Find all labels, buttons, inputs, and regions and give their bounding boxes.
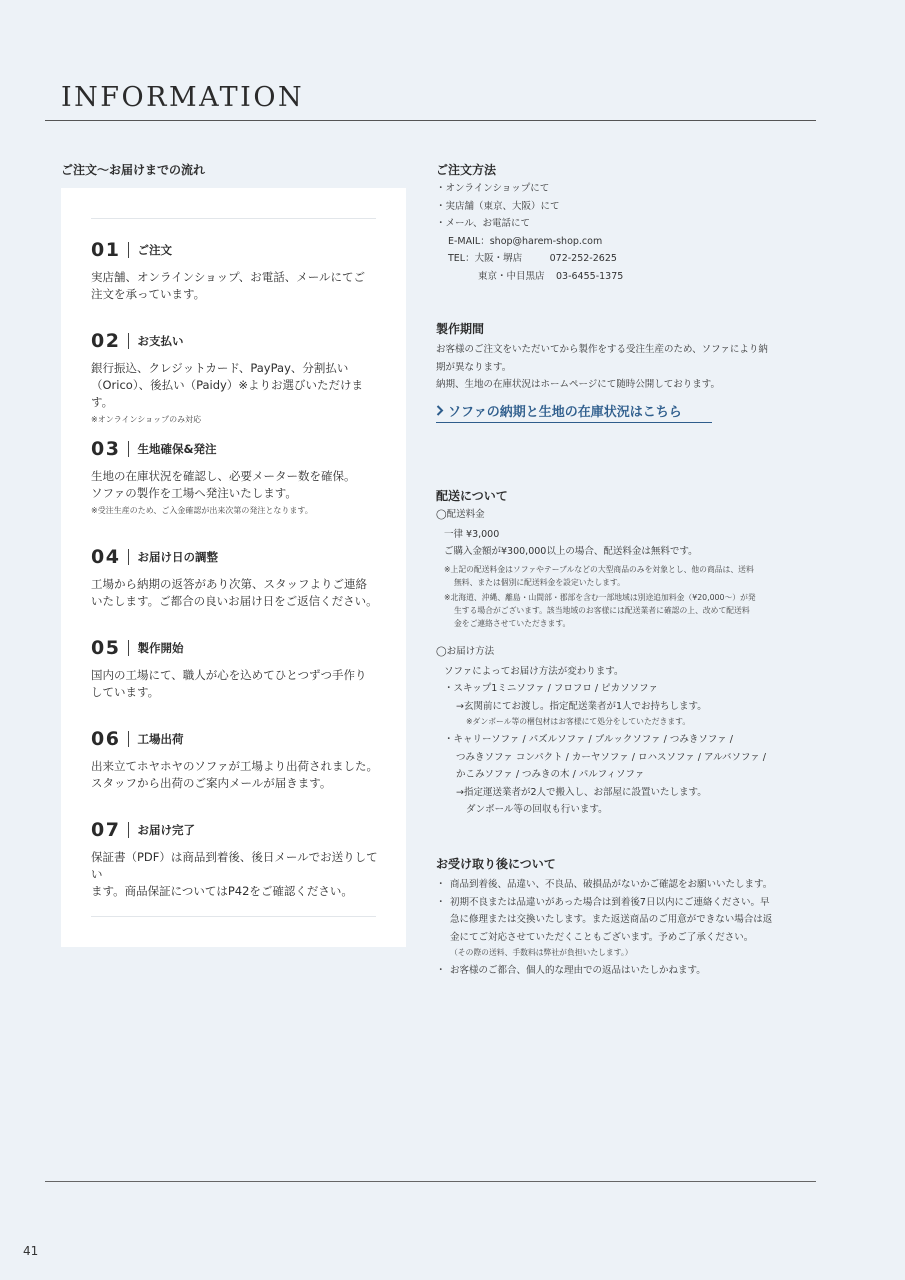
production-text <box>436 341 768 394</box>
delivery-status-link[interactable] <box>436 401 712 423</box>
step-title: 工場出荷 <box>137 732 184 746</box>
step-number: 07 <box>91 819 121 841</box>
step-description <box>91 269 383 303</box>
after-receipt-line: 商品到着後、品違い、不良品、破損品がないかご確認をお願いいたします。 <box>450 879 773 890</box>
delivery-group: つみきソファ コンパクト / カーヤソファ / ロハスソファ / アルバソファ / <box>456 751 766 763</box>
page-title: INFORMATION <box>61 82 305 113</box>
step-number: 06 <box>91 728 121 750</box>
flow-step-01 <box>91 238 383 303</box>
footer-divider <box>45 1181 816 1182</box>
step-description-line: 国内の工場にて、職人が心を込めてひとつずつ手作り <box>91 668 367 682</box>
production-line: 納期、生地の在庫状況はホームページにて随時公開しております。 <box>436 379 721 390</box>
order-method-item: ・オンラインショップにて <box>436 183 550 194</box>
step-title: お届け日の調整 <box>137 550 218 564</box>
step-title: ご注文 <box>137 243 172 257</box>
step-description-line: いたします。ご都合の良いお届け日をご返信ください。 <box>91 594 378 608</box>
step-note: ※オンラインショップのみ対応 <box>91 415 202 424</box>
order-method-list <box>436 180 623 285</box>
flow-heading: ご注文〜お届けまでの流れ <box>61 163 206 177</box>
step-description <box>91 667 383 701</box>
delivery-method-section <box>436 643 766 819</box>
step-note: ※受注生産のため、ご入金確認が出来次第の発注となります。 <box>91 506 313 515</box>
flow-step-06 <box>91 727 383 792</box>
delivery-group-arrow: ダンボール等の回収も行います。 <box>466 804 608 815</box>
delivery-group-note: ※ダンボール等の梱包材はお客様にて処分をしていただきます。 <box>466 717 691 726</box>
order-method-title: ご注文方法 <box>436 163 497 177</box>
step-separator <box>128 731 129 747</box>
shipping-fee-heading: ◯配送料金 <box>436 509 485 520</box>
order-tel-row <box>436 250 623 268</box>
delivery-group: ・キャリーソファ / パズルソファ / ブルックソファ / つみきソファ / <box>444 734 733 745</box>
step-description-line: 実店舗、オンラインショップ、お電話、メールにてご <box>91 270 365 284</box>
step-number: 02 <box>91 330 121 352</box>
delivery-group: ・スキップ1ミニソファ / フロフロ / ピカソソファ <box>444 683 658 694</box>
step-number: 01 <box>91 239 121 261</box>
delivery-group: かこみソファ / つみきの木 / パルフィソファ <box>456 769 645 780</box>
step-separator <box>128 549 129 565</box>
step-number: 04 <box>91 546 121 568</box>
step-number: 03 <box>91 438 121 460</box>
order-tel-row <box>436 268 623 286</box>
production-title: 製作期間 <box>436 322 485 336</box>
after-receipt-item: ・ 商品到着後、品違い、不良品、破損品がないかご確認をお願いいたします。 <box>436 876 808 894</box>
step-description-line: 出来立てホヤホヤのソファが工場より出荷されました。 <box>91 759 379 773</box>
shipping-fee-line: ご購入金額が¥300,000以上の場合、配送料金は無料です。 <box>444 546 698 557</box>
page-number: 41 <box>23 1244 39 1258</box>
after-receipt-note: （その際の送料、手数料は弊社が負担いたします。） <box>450 948 633 957</box>
after-receipt-line: 金にてご対応させていただくこともございます。予めご了承ください。 <box>450 931 754 943</box>
step-description-line: しています。 <box>91 685 160 699</box>
production-line: 期が異なります。 <box>436 361 512 373</box>
note-line: 無料、または個別に配送料金を設定いたします。 <box>454 577 625 587</box>
flow-step-03 <box>91 437 383 517</box>
step-description <box>91 849 383 900</box>
tel-store: 大阪・堺店 <box>474 253 523 264</box>
note-line: ※北海道、沖縄、離島・山間部・郡部を含む一部地域は別途追加料金（¥20,000〜）が発 <box>444 592 756 602</box>
step-title: お支払い <box>137 334 184 348</box>
delivery-method-heading: ◯お届け方法 <box>436 646 495 657</box>
production-line: お客様のご注文をいただいてから製作をする受注生産のため、ソファにより納 <box>436 344 768 355</box>
shipping-title: 配送について <box>436 489 508 503</box>
order-method-item: ・メール、お電話にて <box>436 218 531 229</box>
step-description-line: スタッフから出荷のご案内メールが届きます。 <box>91 776 332 790</box>
tel-store: 東京・中目黒店 <box>478 270 545 282</box>
shipping-fee-note <box>436 591 756 630</box>
step-title: 生地確保&発注 <box>137 442 217 456</box>
step-separator <box>128 640 129 656</box>
step-description-line: （Orico）、後払い（Paidy）※よりお選びいただけます。 <box>91 378 363 409</box>
tel-number: 03-6455-1375 <box>556 270 624 282</box>
step-description-line: 生地の在庫状況を確認し、必要メーター数を確保。 <box>91 469 356 483</box>
note-line: 生する場合がございます。該当地域のお客様には配送業者に確認の上、改めて配送料 <box>454 605 750 615</box>
delivery-status-link-label: ソファの納期と生地の在庫状況はこちら <box>448 405 682 420</box>
flow-step-05 <box>91 636 383 701</box>
flow-steps-panel <box>61 188 406 947</box>
delivery-group-arrow: →指定運送業者が2人で搬入し、お部屋に設置いたします。 <box>456 786 707 798</box>
after-receipt-item: ・ 初期不良または品違いがあった場合は到着後7日以内にご連絡ください。早 急に修理または交換いたします。また返送商品のご用意ができない場合は返 金にてご対応させていただくこともございます。予めご了承ください。 （その際の送料、手数料は弊社が負担いたします。） <box>436 894 808 961</box>
step-description-line: 注文を承っています。 <box>91 287 206 301</box>
step-description-line: 保証書（PDF）は商品到着後、後日メールでお送りしてい <box>91 850 378 881</box>
after-receipt-line: 急に修理または交換いたします。また返送商品のご用意ができない場合は返 <box>450 914 773 925</box>
step-title: お届け完了 <box>137 823 195 837</box>
step-description <box>91 360 383 411</box>
flow-step-07 <box>91 818 383 900</box>
step-description-line: 銀行振込、クレジットカード、PayPay、分割払い <box>91 361 349 375</box>
chevron-right-icon <box>436 405 444 420</box>
note-line: 金をご連絡させていただきます。 <box>454 618 571 628</box>
after-receipt-item: ・ お客様のご都合、個人的な理由での返品はいたしかねます。 <box>436 962 808 980</box>
shipping-fee-section <box>436 506 756 630</box>
delivery-group-arrow: →玄関前にてお渡し。指定配送業者が1人でお持ちします。 <box>456 700 707 712</box>
order-email: E-MAIL：shop@harem-shop.com <box>448 235 603 247</box>
step-description-line: ソファの製作を工場へ発注いたします。 <box>91 486 297 500</box>
panel-divider-top <box>91 218 376 219</box>
tel-label: TEL： <box>448 253 475 264</box>
after-receipt-line: お客様のご都合、個人的な理由での返品はいたしかねます。 <box>450 965 706 976</box>
step-description <box>91 576 383 610</box>
after-receipt-list <box>436 876 808 980</box>
step-separator <box>128 441 129 457</box>
step-description-line: ます。商品保証についてはP42をご確認ください。 <box>91 884 353 898</box>
shipping-fee-line: 一律 ¥3,000 <box>444 528 500 540</box>
delivery-method-intro: ソファによってお届け方法が変わります。 <box>444 665 624 677</box>
flow-step-02 <box>91 329 383 426</box>
step-separator <box>128 822 129 838</box>
step-title: 製作開始 <box>137 641 184 655</box>
flow-step-04 <box>91 545 383 610</box>
shipping-fee-note <box>436 563 756 589</box>
panel-divider-bottom <box>91 916 376 917</box>
order-method-item: ・実店舗（東京、大阪）にて <box>436 200 560 212</box>
step-description-line: 工場から納期の返答があり次第、スタッフよりご連絡 <box>91 577 367 591</box>
after-receipt-line: 初期不良または品違いがあった場合は到着後7日以内にご連絡ください。早 <box>450 896 770 908</box>
tel-number: 072-252-2625 <box>549 253 617 264</box>
step-separator <box>128 333 129 349</box>
step-description <box>91 758 383 792</box>
note-line: ※上記の配送料金はソファやテーブルなどの大型商品のみを対象とし、他の商品は、送料 <box>444 564 754 574</box>
header-divider <box>45 120 816 121</box>
step-description <box>91 468 383 502</box>
step-separator <box>128 242 129 258</box>
after-receipt-title: お受け取り後について <box>436 857 556 871</box>
step-number: 05 <box>91 637 121 659</box>
